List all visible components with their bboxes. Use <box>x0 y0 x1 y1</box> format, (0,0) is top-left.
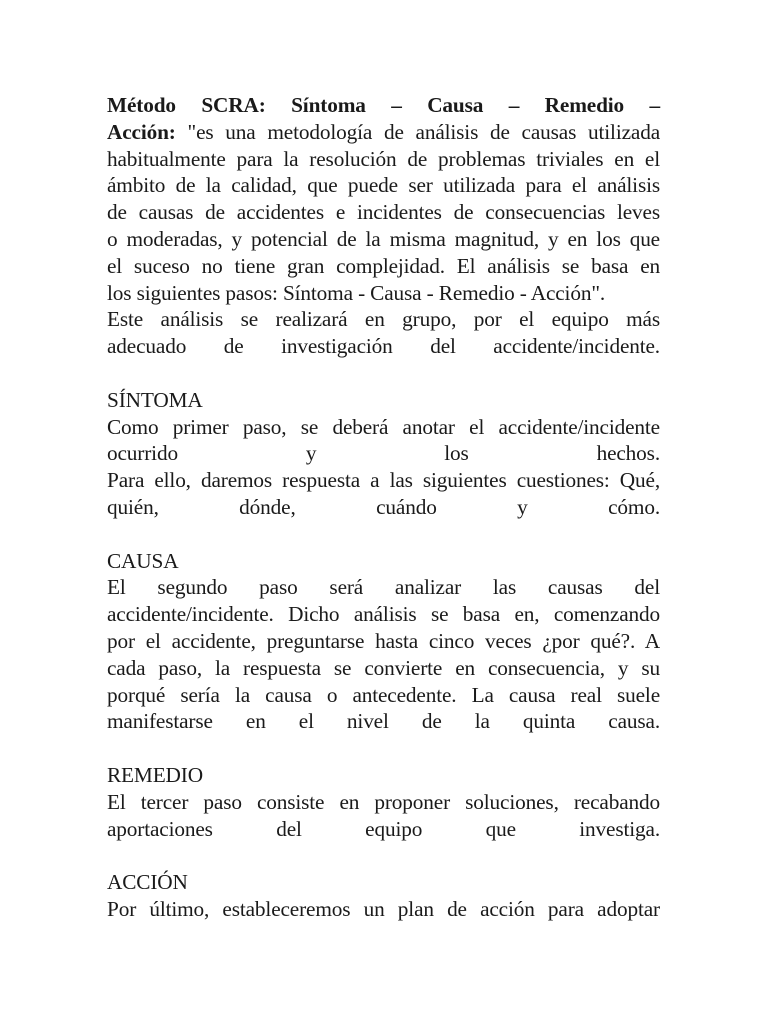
section-line: El tercer paso consiste en proponer soluciones, recabando <box>107 789 660 814</box>
intro-line-8: Este análisis se realizará en grupo, por el equipo más <box>107 307 660 332</box>
section-line: accidente/incidente. Dicho análisis se basa en, comenzando <box>107 602 660 627</box>
section-line: cada paso, la respuesta se convierte en consecuencia, y su <box>107 655 660 680</box>
intro-line-6: el suceso no tiene gran complejidad. El análisis se basa en <box>107 253 660 278</box>
intro-line-3: ámbito de la calidad, que puede ser utilizada para el análisis <box>107 173 660 198</box>
intro-line-7: los siguientes pasos: Síntoma - Causa - Remedio - Acción". <box>107 280 606 305</box>
intro-line-4: de causas de accidentes e incidentes de consecuencias leves <box>107 200 660 225</box>
section-sintoma <box>107 387 660 521</box>
intro-line-5: o moderadas, y potencial de la misma magnitud, y en los que <box>107 226 660 251</box>
intro-line-0 <box>107 92 660 119</box>
intro-line-2: habitualmente para la resolución de problemas triviales en el <box>107 146 660 171</box>
section-line: porqué sería la causa o antecedente. La causa real suele <box>107 682 660 707</box>
document-page <box>107 92 660 923</box>
intro-line-9: adecuado de investigación del accidente/incidente. <box>107 334 660 359</box>
section-heading: SÍNTOMA <box>107 387 203 412</box>
section-line: quién, dónde, cuándo y cómo. <box>107 494 660 519</box>
section-remedio <box>107 762 660 842</box>
section-heading: CAUSA <box>107 548 179 573</box>
section-heading: REMEDIO <box>107 762 203 787</box>
intro-title: Método SCRA: Síntoma – Causa – Remedio – <box>107 93 660 117</box>
section-line: Por último, estableceremos un plan de acción para adoptar <box>107 896 660 921</box>
section-heading: ACCIÓN <box>107 870 188 895</box>
section-line: por el accidente, preguntarse hasta cinco veces ¿por qué?. A <box>107 628 660 653</box>
intro-paragraph <box>107 92 660 360</box>
section-causa <box>107 548 660 736</box>
section-line: aportaciones del equipo que investiga. <box>107 816 660 841</box>
section-line: Como primer paso, se deberá anotar el accidente/incidente <box>107 414 660 439</box>
section-line: Para ello, daremos respuesta a las siguientes cuestiones: Qué, <box>107 468 660 493</box>
intro-line-1 <box>107 119 660 146</box>
section-line: manifestarse en el nivel de la quinta causa. <box>107 709 660 734</box>
section-line: El segundo paso será analizar las causas del <box>107 575 660 600</box>
intro-text: "es una metodología de análisis de causas utilizada <box>175 119 660 144</box>
section-line: ocurrido y los hechos. <box>107 441 660 466</box>
intro-title-continued: Acción: <box>107 119 176 144</box>
section-accion <box>107 869 660 923</box>
